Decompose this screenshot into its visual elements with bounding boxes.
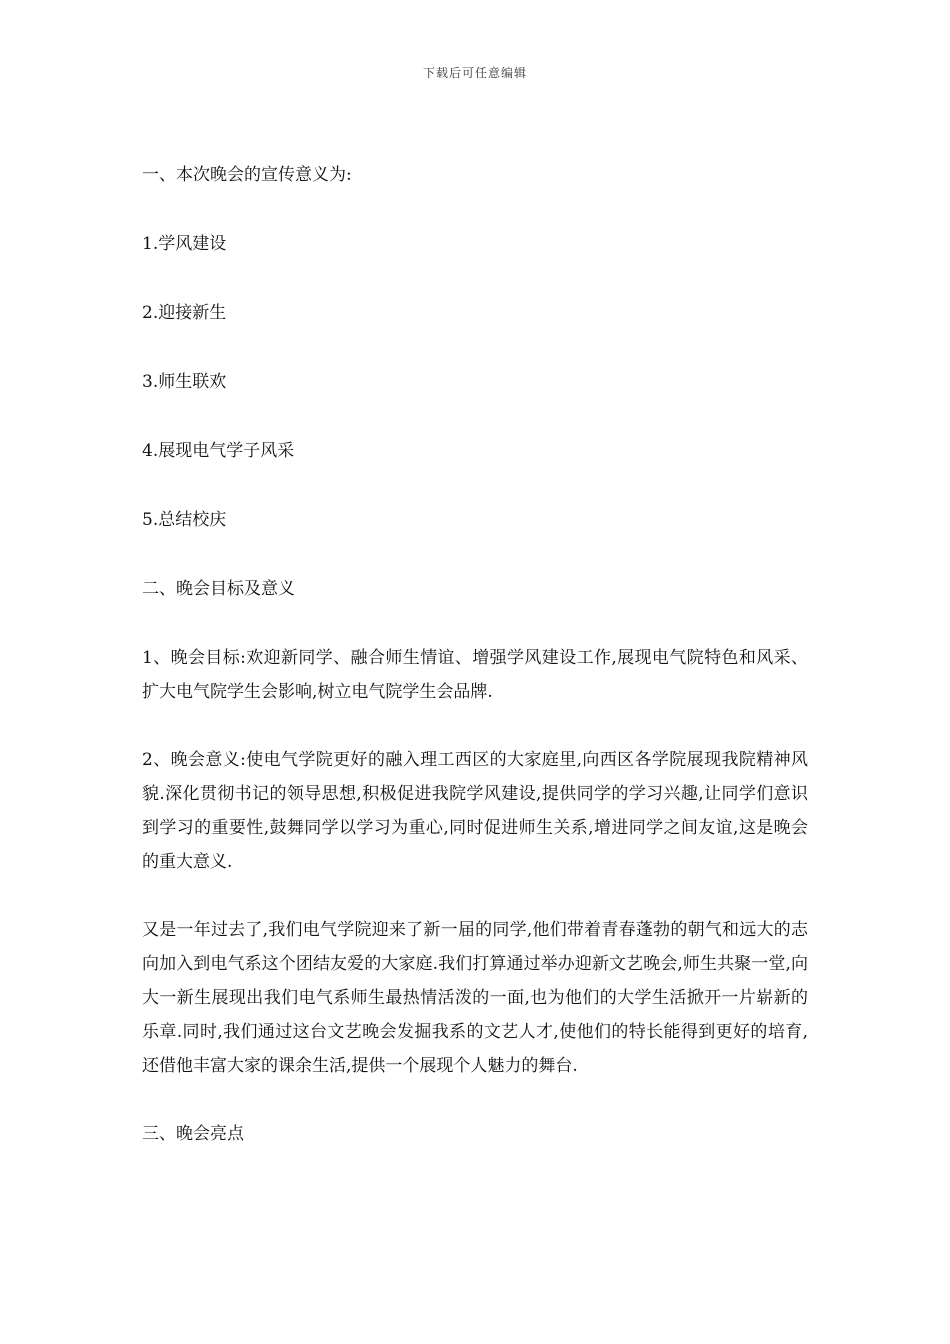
list-item-4: 4.展现电气学子风采 [142,441,295,461]
list-item-2: 2.迎接新生 [142,303,227,323]
goal-paragraph: 1、晚会目标:欢迎新同学、融合师生情谊、增强学风建设工作,展现电气院特色和风采、扩大电气院学生会影响,树立电气院学生会品牌. [142,648,808,702]
document-body [142,158,808,1151]
list-item-3: 3.师生联欢 [142,372,227,392]
section-1-title: 一、本次晚会的宣传意义为: [142,165,352,185]
list-item-5: 5.总结校庆 [142,510,227,530]
meaning-paragraph: 2、晚会意义:使电气学院更好的融入理工西区的大家庭里,向西区各学院展现我院精神风貌.深化贯彻书记的领导思想,积极促进我院学风建设,提供同学的学习兴趣,让同学们意识到学习的重要性,鼓舞同学以学习为重心,同时促进师生关系,增进同学之间友谊,这是晚会的重大意义. [142,750,808,872]
page-header: 下载后可任意编辑 [422,66,527,80]
section-3-title: 三、晚会亮点 [142,1124,244,1144]
section-2-title: 二、晚会目标及意义 [142,579,295,599]
intro-paragraph: 又是一年过去了,我们电气学院迎来了新一届的同学,他们带着青春蓬勃的朝气和远大的志向加入到电气系这个团结友爱的大家庭.我们打算通过举办迎新文艺晚会,师生共聚一堂,向大一新生展现出我们电气系师生最热情活泼的一面,也为他们的大学生活掀开一片崭新的乐章.同时,我们通过这台文艺晚会发掘我系的文艺人才,使他们的特长能得到更好的培育,还借他丰富大家的课余生活,提供一个展现个人魅力的舞台. [142,920,808,1076]
list-item-1: 1.学风建设 [142,234,227,254]
